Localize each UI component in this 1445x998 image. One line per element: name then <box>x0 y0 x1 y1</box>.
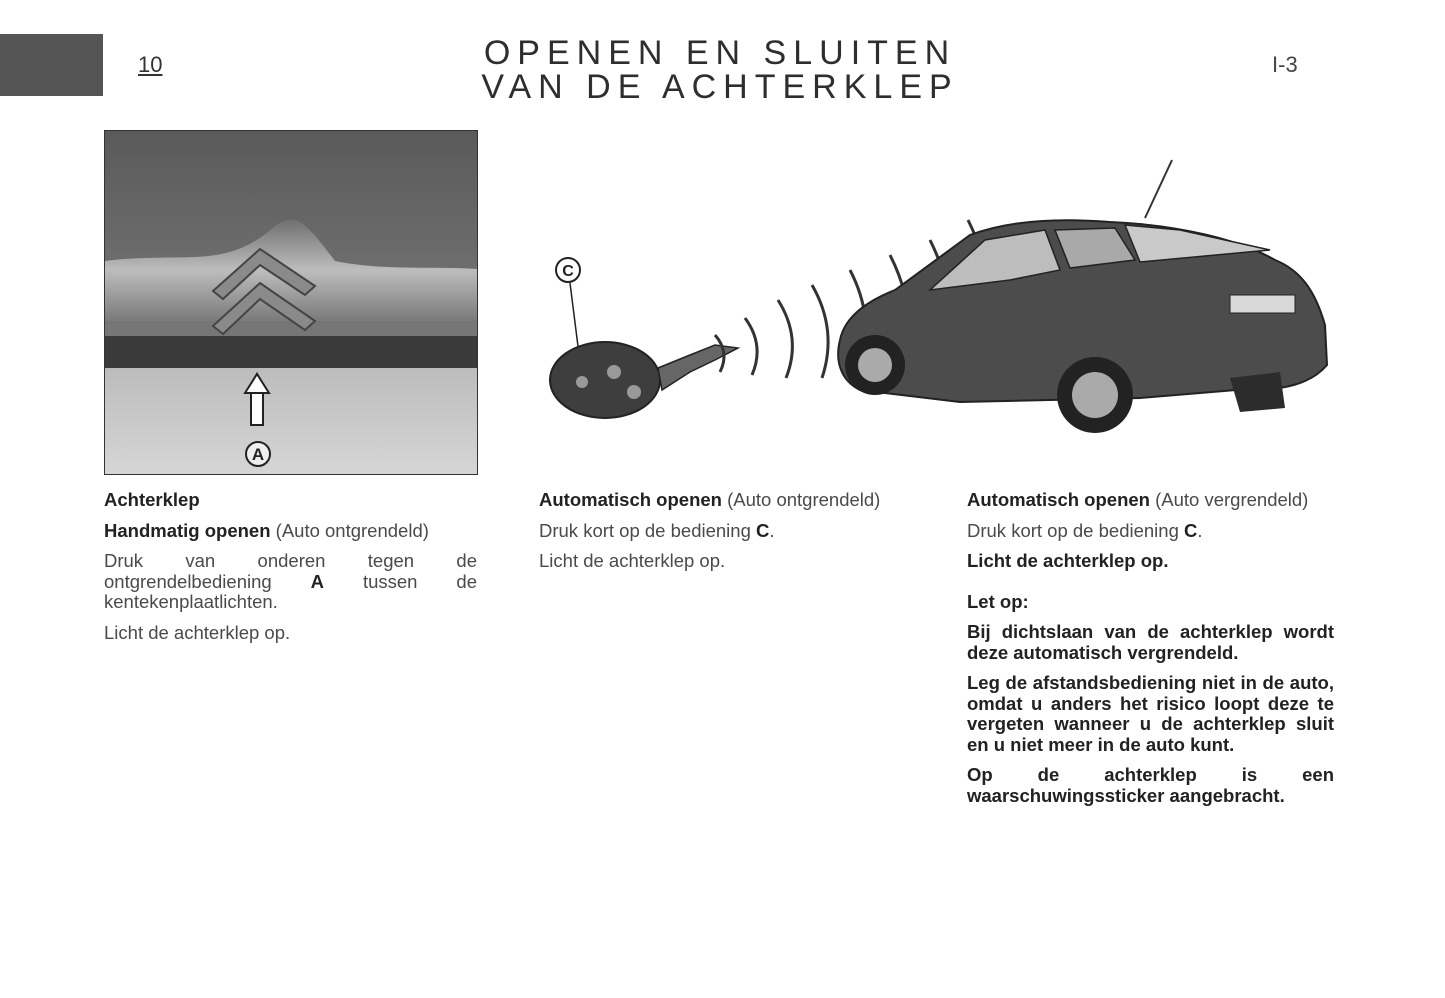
col3-lift: Licht de achterklep op. <box>967 550 1169 571</box>
tailgate-photo-image <box>105 131 477 474</box>
col1-subheading-bold: Handmatig openen <box>104 519 271 541</box>
spacer <box>967 582 1334 592</box>
note-heading: Let op: <box>967 590 1029 612</box>
page-title-line2: VAN DE ACHTERKLEP <box>481 68 959 106</box>
tailgate-photo <box>104 130 478 475</box>
heading-achterklep: Achterklep <box>104 489 200 510</box>
col2-subheading <box>539 490 905 511</box>
col2-instruction <box>539 521 905 542</box>
col2-subheading-bold: Automatisch openen <box>539 489 722 510</box>
col1-instruction-a: Druk van onderen tegen de ontgrendelbediening <box>104 550 477 592</box>
col3-subheading-bold: Automatisch openen <box>967 489 1150 510</box>
column-3 <box>967 490 1334 816</box>
col3-instruction-c: . <box>1197 519 1203 541</box>
remote-label-c: C <box>562 263 574 280</box>
col3-subheading-rest: (Auto vergrendeld) <box>1149 489 1309 510</box>
col1-instruction-b: A <box>310 570 324 592</box>
note-3: Op de achterklep is een waarschuwingssticker aangebracht. <box>967 764 1334 806</box>
column-1 <box>104 490 477 653</box>
section-code: I-3 <box>1272 52 1298 77</box>
col3-instruction <box>967 521 1334 542</box>
col3-instruction-a: Druk kort op de bediening <box>967 519 1184 541</box>
col1-subheading-rest: (Auto ontgrendeld) <box>270 519 429 541</box>
col1-subheading <box>104 521 477 542</box>
remote-car-image <box>540 150 1340 460</box>
col3-subheading <box>967 490 1334 511</box>
note-1: Bij dichtslaan van de achterklep wordt deze automatisch vergrendeld. <box>967 621 1334 663</box>
photo-label-a: A <box>251 445 265 464</box>
col2-instruction-c: . <box>769 519 775 541</box>
col2-instruction-b: C <box>756 519 770 541</box>
col1-lift: Licht de achterklep op. <box>104 621 291 643</box>
note-2: Leg de afstandsbediening niet in de auto, omdat u anders het risico loopt deze te vergeten wanneer u de achterklep sluit en u niet meer in de auto kunt. <box>967 672 1334 755</box>
col1-instruction <box>104 551 477 613</box>
col3-instruction-b: C <box>1184 519 1198 541</box>
page-title-line1: OPENEN EN SLUITEN <box>483 34 957 72</box>
col1-instruction-c: tussen de kentekenplaatlichten. <box>104 570 477 612</box>
col2-subheading-rest: (Auto ontgrendeld) <box>721 489 881 510</box>
corner-tab <box>0 34 103 96</box>
page-number: 10 <box>138 52 163 77</box>
remote-car-illustration <box>540 150 1340 460</box>
column-2 <box>539 490 905 582</box>
col2-instruction-a: Druk kort op de bediening <box>539 519 756 541</box>
col2-lift: Licht de achterklep op. <box>539 550 726 571</box>
